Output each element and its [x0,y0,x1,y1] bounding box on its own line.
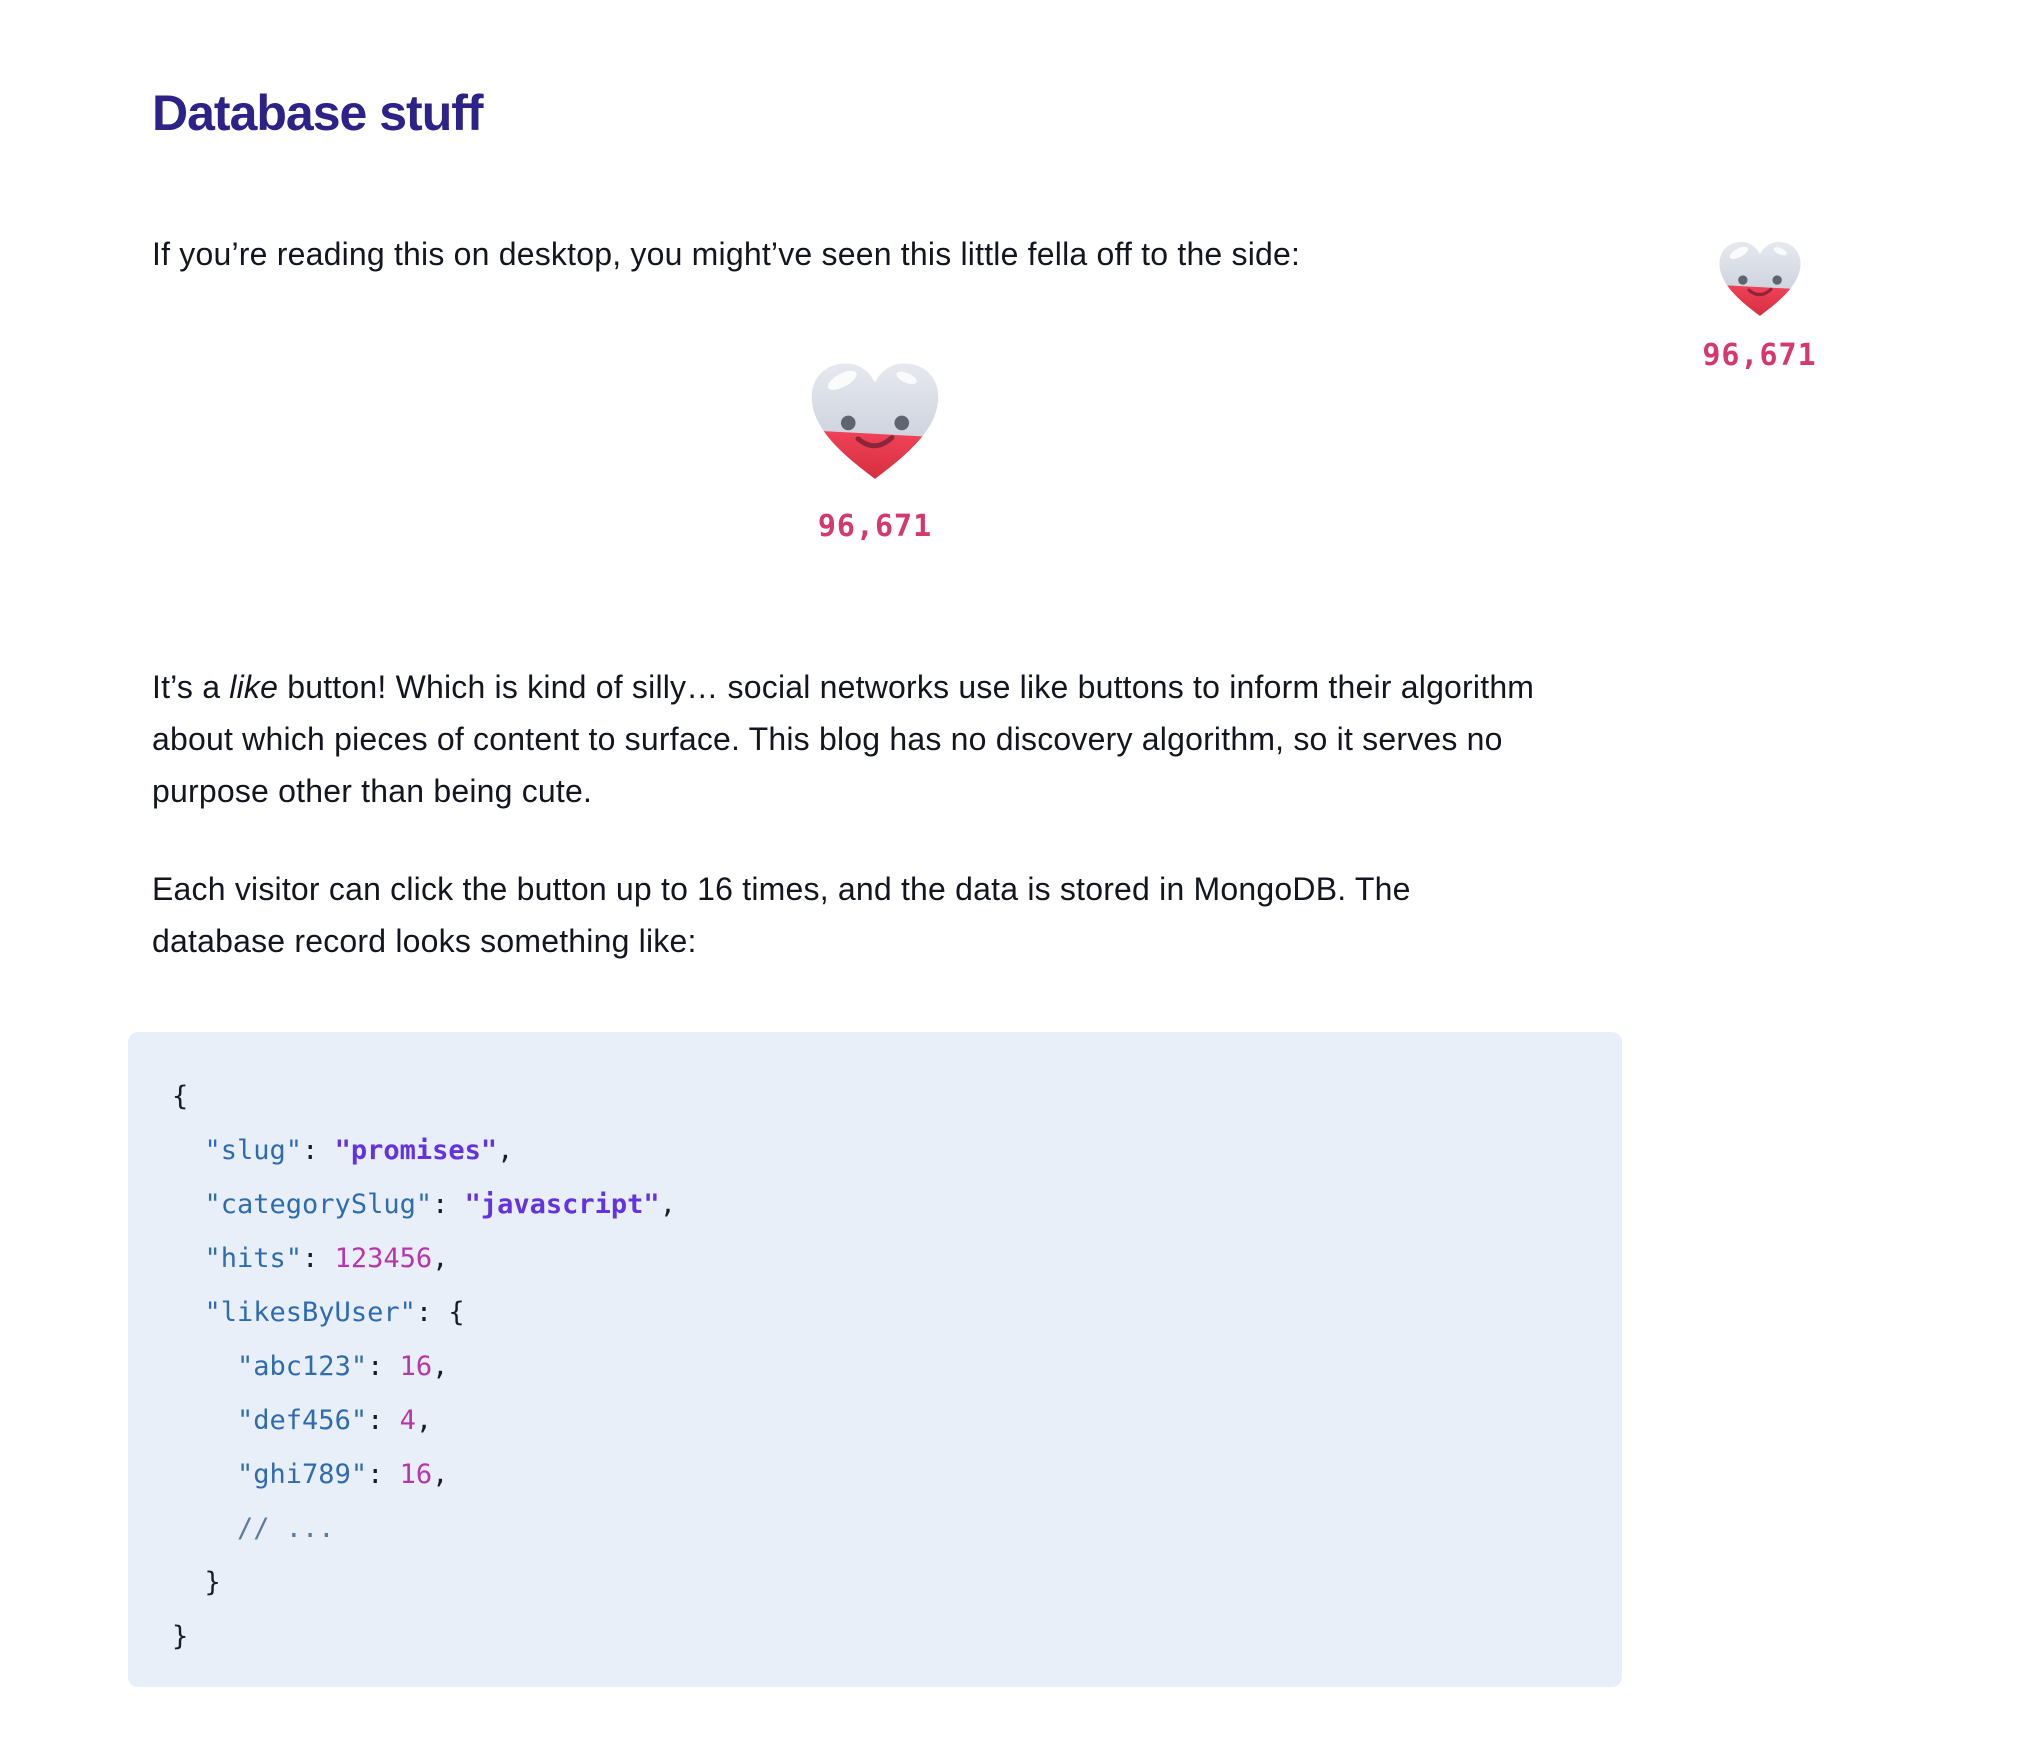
heart-like-button-icon[interactable] [802,357,948,484]
heart-like-button-icon[interactable] [1713,238,1807,319]
code-line: } [172,1567,221,1598]
code-block [128,1032,1622,1687]
intro-paragraph: If you’re reading this on desktop, you might’ve seen this little fella off to the side: [152,236,1301,272]
code-line: "likesByUser": { [204,1297,465,1328]
like-button-widget [740,357,1010,542]
text-segment: button! Which is kind of silly… social networks use like buttons to inform their algorithm about which pieces of content to surface. This blog has no discovery algorithm, so it serves no purpose other than being cute. [152,669,1535,809]
like-count: 96,671 [817,509,933,544]
code-line: "ghi789": 16, [237,1459,449,1490]
like-explainer-paragraph [152,661,1582,817]
code-line: "hits": 123456, [204,1243,449,1274]
sidebar-like-widget [1689,238,1830,371]
code-line: // ... [237,1513,335,1544]
code-line: { [172,1081,189,1112]
section-heading: Database stuff [152,85,483,141]
code-line: "categorySlug": "javascript", [204,1189,676,1220]
code-line: "def456": 4, [237,1405,433,1436]
code-line: "abc123": 16, [237,1351,449,1382]
code-line: "slug": "promises", [204,1135,514,1166]
code-line: } [172,1621,189,1652]
mongodb-paragraph: Each visitor can click the button up to 16 times, and the data is stored in MongoDB. The database record looks something like: [152,871,1411,959]
text-segment: It’s a [152,669,230,705]
sidebar-like-count: 96,671 [1702,338,1817,373]
emphasized-word: like [229,669,279,705]
